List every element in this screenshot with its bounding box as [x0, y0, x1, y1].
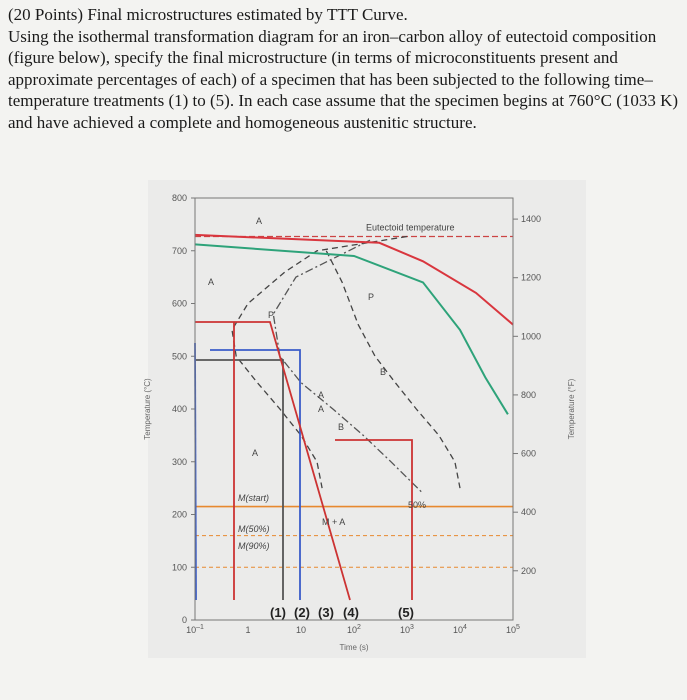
region-label-b: B: [380, 367, 387, 377]
treatment-label-5: (5): [398, 605, 414, 620]
y-tick-label: 100: [171, 562, 187, 573]
treatment-label-4: (4): [343, 605, 359, 620]
region-label-p2: P: [368, 292, 375, 302]
y2-tick-label: 600: [521, 448, 537, 459]
figure-background: [148, 180, 586, 658]
x-tick-base: 10: [295, 625, 307, 635]
region-label-a_low: A: [252, 448, 259, 458]
y-tick-label: 300: [171, 456, 187, 467]
y2-tick-label: 800: [521, 389, 537, 400]
treatment-label-1: (1): [270, 605, 286, 620]
y-tick-label: 500: [171, 351, 187, 362]
question-heading: (20 Points) Final microstructures estimated by TTT Curve.: [8, 5, 408, 24]
region-label-a_left: A: [208, 277, 215, 287]
y2-tick-label: 1000: [521, 331, 542, 342]
y-tick-label: 200: [171, 509, 187, 520]
y-axis-label: Temperature (°C): [143, 378, 152, 440]
region-label-fifty: 50%: [408, 500, 427, 510]
treatment-label-3: (3): [318, 605, 334, 620]
y-tick-label: 0: [181, 615, 187, 625]
y2-tick-label: 400: [521, 507, 537, 518]
treatment-label-2: (2): [294, 605, 310, 620]
region-label-a_top: A: [256, 216, 263, 226]
x-tick-exponent: 3: [410, 624, 414, 631]
region-label-p: P: [268, 310, 275, 320]
x-tick-exponent: –1: [196, 624, 204, 631]
y-tick-label: 600: [171, 298, 187, 309]
y-tick-label: 700: [171, 245, 187, 256]
x-tick-base: 10: [186, 625, 197, 635]
m50-label: M(50%): [238, 524, 270, 534]
m90-label: M(90%): [238, 541, 270, 551]
y2-tick-label: 1200: [521, 272, 542, 283]
region-label-b2: B: [338, 422, 345, 432]
x-tick-exponent: 4: [463, 624, 467, 631]
y2-tick-label: 1400: [521, 214, 542, 225]
x-tick-base: 10: [506, 625, 517, 635]
region-label-ap: A: [318, 390, 325, 400]
y-tick-label: 800: [171, 193, 187, 203]
m-start-label: M(start): [238, 493, 269, 503]
region-label-ma: M + A: [322, 517, 346, 527]
region-label-ab: A: [318, 404, 325, 414]
x-tick-label: [296, 625, 306, 635]
x-tick-exponent: 2: [357, 624, 361, 631]
x-tick-base: 10: [347, 625, 358, 635]
y2-axis-label: Temperature (°F): [567, 378, 576, 440]
eutectoid-label: Eutectoid temperature: [366, 222, 455, 233]
question-body: Using the isothermal transformation diagram for an iron–carbon alloy of eutectoid composition (figure below), specify the final microstructure (in terms of microconstituents present and approximate percentages of each) of a specimen that has been subjected to the following time–temperature treatments (1) to (5). In each case assume that the specimen begins at 760°C (1033 K) and have achieved a complete and homogeneous austenitic structure.: [8, 26, 679, 132]
x-axis-label: Time (s): [339, 643, 369, 652]
x-tick-base: 1: [245, 625, 251, 635]
y-tick-label: 400: [171, 404, 187, 414]
y2-tick-label: 200: [521, 565, 537, 576]
x-tick-label: [245, 625, 250, 635]
x-tick-base: 10: [400, 625, 411, 635]
x-tick-exponent: 5: [516, 624, 520, 631]
x-tick-base: 10: [453, 625, 464, 635]
